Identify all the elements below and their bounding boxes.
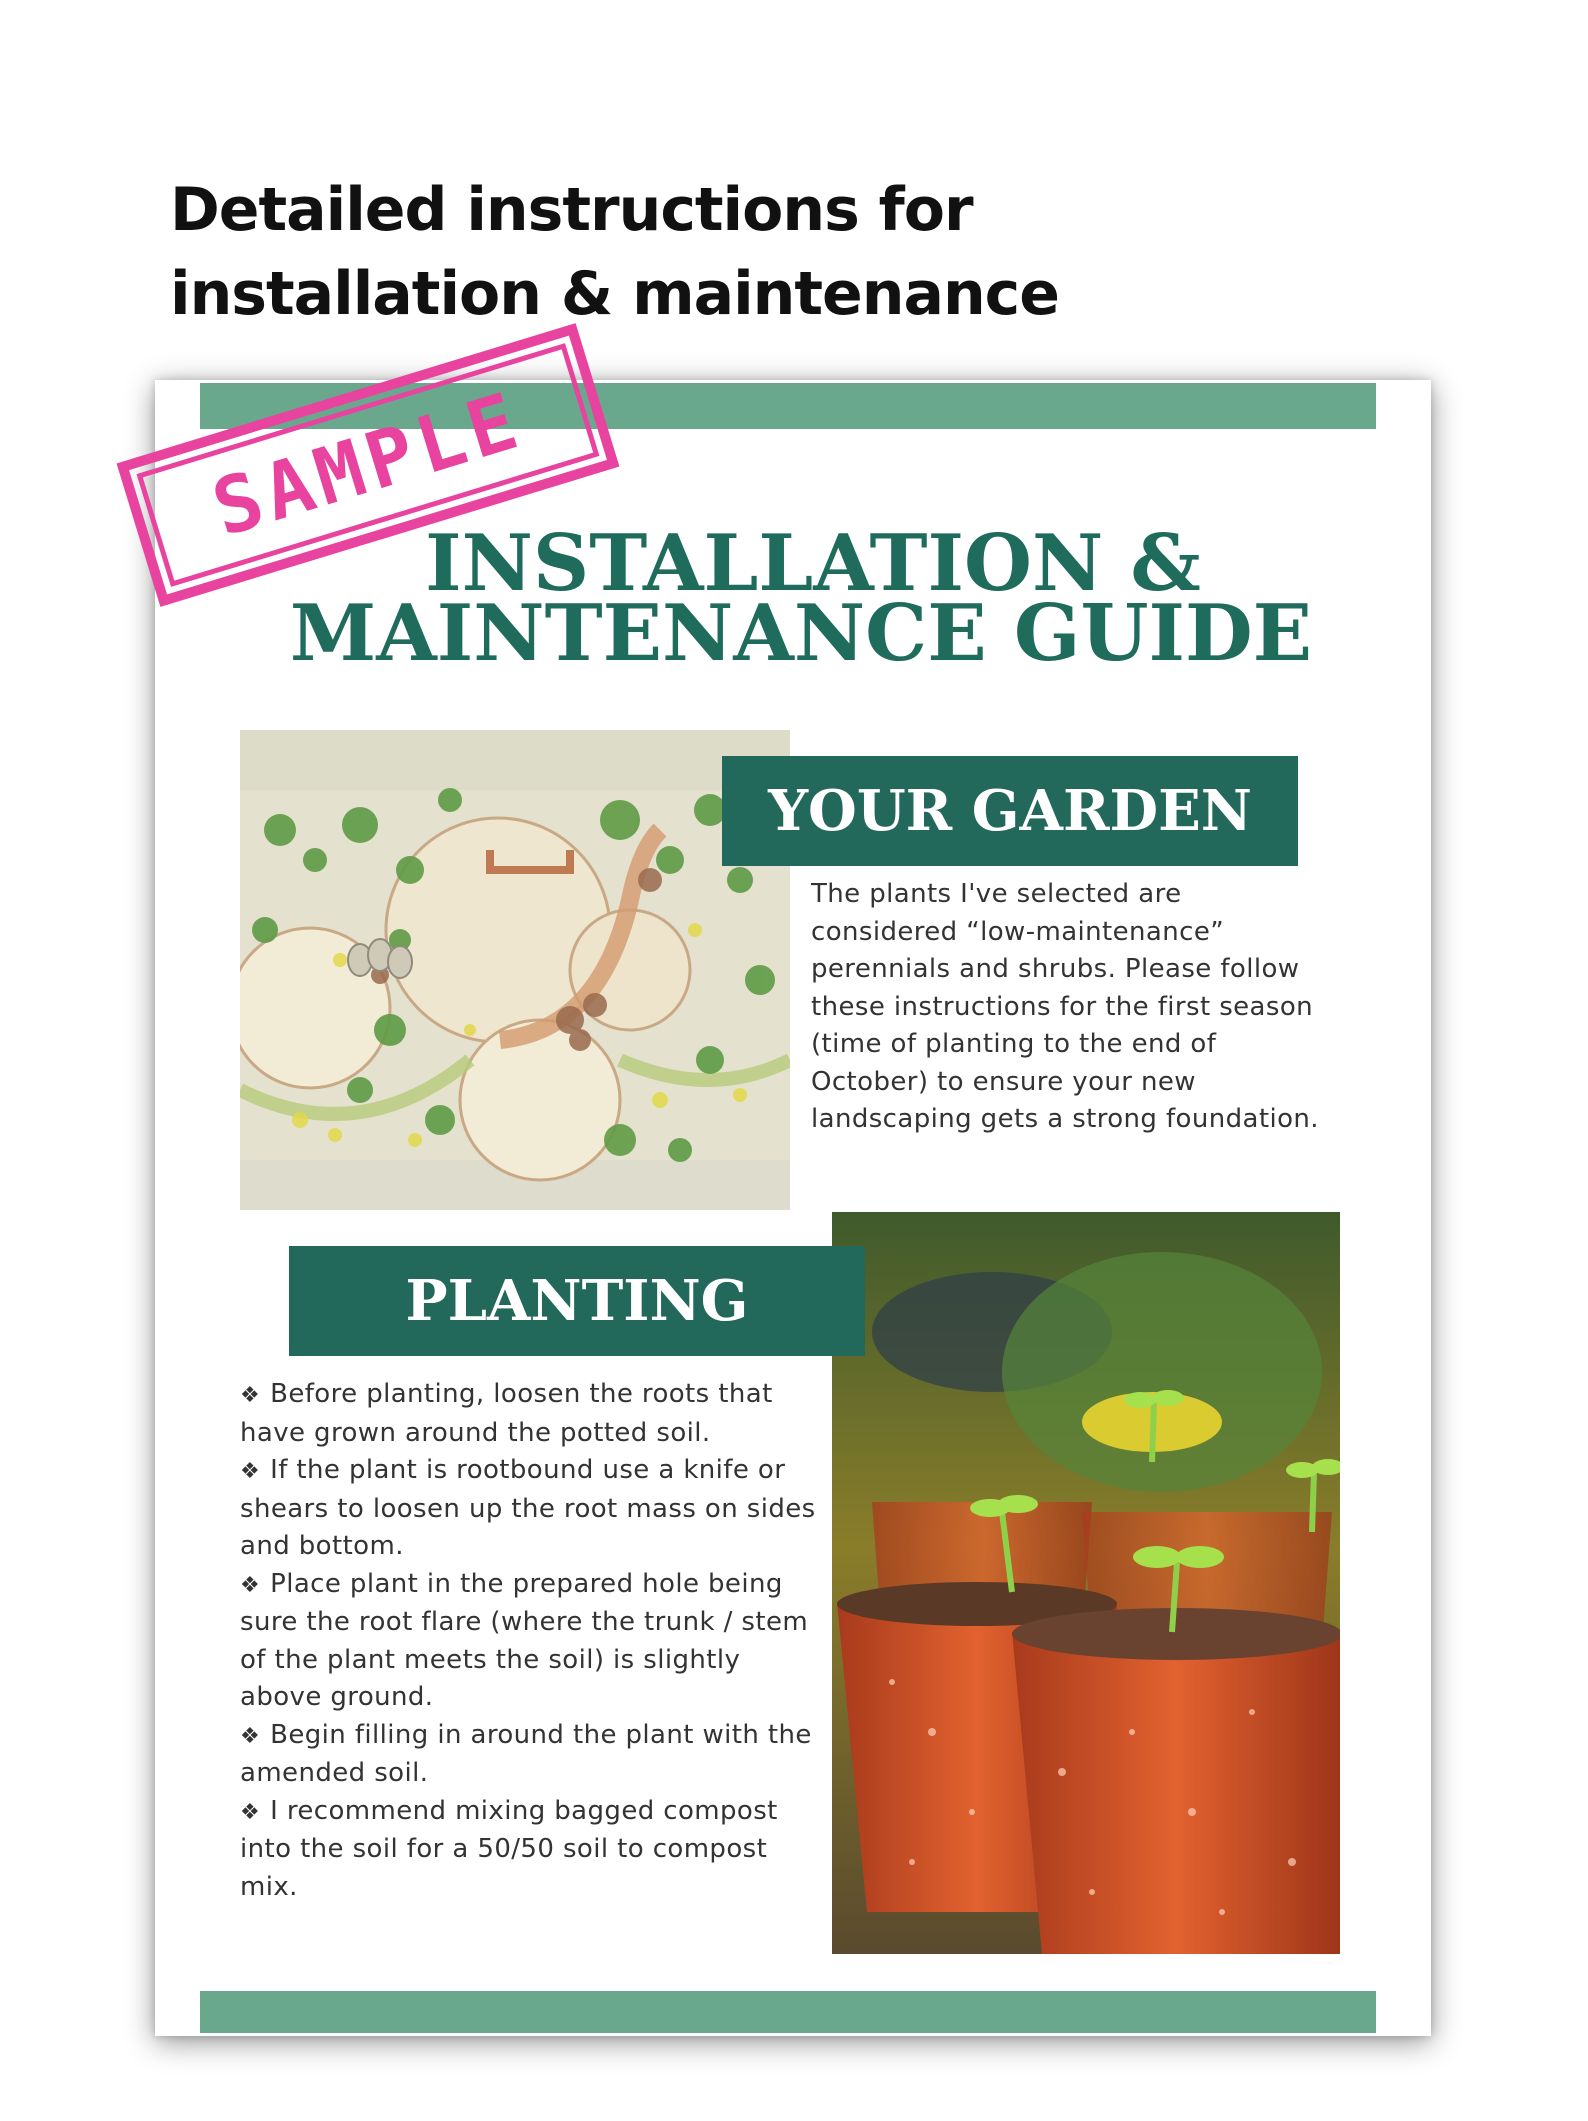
headline-line-1: Detailed instructions for [170, 175, 973, 245]
list-item [240, 1452, 820, 1566]
page-headline [170, 168, 1059, 336]
garden-plan-illustration [240, 730, 790, 1210]
guide-title-line-1: INSTALLATION & [425, 518, 1201, 609]
list-item-text: Place plant in the prepared hole being sure the root flare (where the trunk / stem of the plant meets the soil) is slightly above ground. [240, 1568, 809, 1712]
list-item [240, 1717, 820, 1793]
your-garden-heading: YOUR GARDEN [722, 756, 1298, 866]
list-item-text: Begin filling in around the plant with the amended soil. [240, 1719, 812, 1788]
list-item [240, 1376, 820, 1452]
list-item [240, 1793, 820, 1907]
four-diamond-bullet-icon: ❖ [240, 1799, 261, 1825]
list-item-text: If the plant is rootbound use a knife or shears to loosen up the root mass on sides and bottom. [240, 1455, 816, 1561]
headline-line-2: installation & maintenance [170, 259, 1059, 329]
list-item-text: I recommend mixing bagged compost into the soil for a 50/50 soil to compost mix. [240, 1795, 778, 1902]
guide-title-line-2: MAINTENANCE GUIDE [289, 588, 1313, 679]
bottom-color-band [200, 1991, 1376, 2033]
list-item-text: Before planting, loosen the roots that have grown around the potted soil. [240, 1379, 773, 1448]
list-item [240, 1566, 820, 1717]
four-diamond-bullet-icon: ❖ [240, 1459, 261, 1484]
planting-instructions [240, 1376, 820, 1906]
stamp-text: SAMPLE [202, 375, 534, 555]
your-garden-text: The plants I've selected are considered “low-maintenance” perennials and shrubs. Please follow these instructions for the first season (time of planting to the end of October) to ensure your new landscaping gets a strong foundation. [811, 879, 1319, 1134]
four-diamond-bullet-icon: ❖ [240, 1723, 261, 1749]
guide-document-page [155, 380, 1431, 2036]
four-diamond-bullet-icon: ❖ [240, 1572, 261, 1598]
seedlings-in-pots-photo [832, 1212, 1340, 1954]
planting-heading: PLANTING [289, 1246, 865, 1356]
four-diamond-bullet-icon: ❖ [240, 1383, 261, 1408]
